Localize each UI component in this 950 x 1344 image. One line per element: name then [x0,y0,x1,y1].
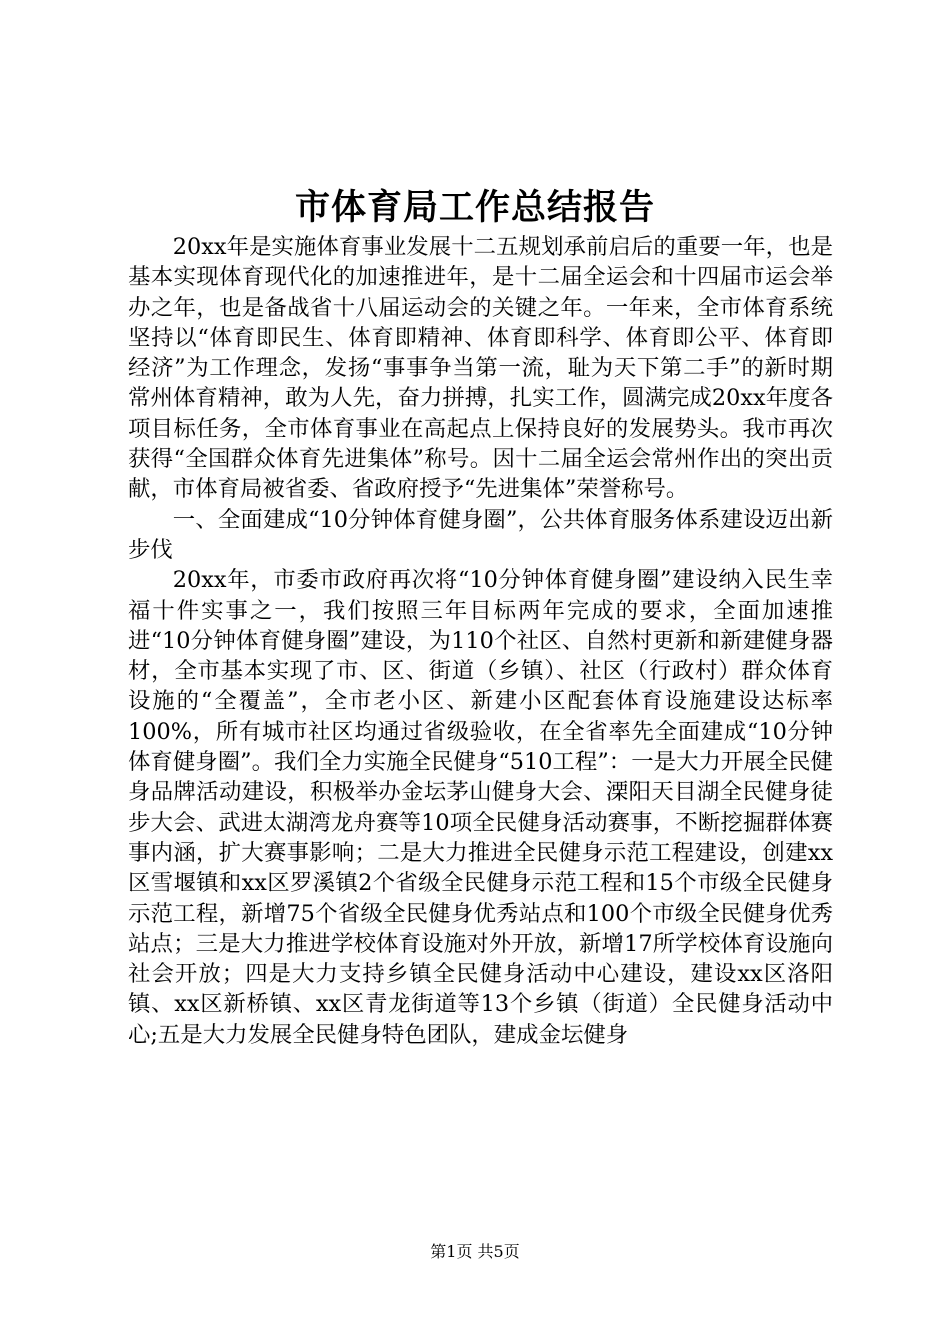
paragraph-intro: 20xx年是实施体育事业发展十二五规划承前启后的重要一年，也是基本实现体育现代化的加速推进年，是十二届全运会和十四届市运会举办之年，也是备战省十八届运动会的关键之年。一年来，全市体育系统坚持以“体育即民生、体育即精神、体育即科学、体育即公平、体育即经济”为工作理念，发扬“事事争当第一流，耻为天下第二手”的新时期常州体育精神，敢为人先，奋力拼搏，扎实工作，圆满完成20xx年度各项目标任务，全市体育事业在高起点上保持良好的发展势头。我市再次获得“全国群众体育先进集体”称号。因十二届全运会常州作出的突出贡献，市体育局被省委、省政府授予“先进集体”荣誉称号。 [128,234,833,503]
page-footer: 第1页 共5页 [430,1242,520,1261]
document-body [128,232,833,1050]
paragraph-section-1: 20xx年，市委市政府再次将“10分钟体育健身圈”建设纳入民生幸福十件实事之一，我们按照三年目标两年完成的要求，全面加速推进“10分钟体育健身圈”建设，为110个社区、自然村更新和新建健身器材，全市基本实现了市、区、街道（乡镇）、社区（行政村）群众体育设施的“全覆盖”，全市老小区、新建小区配套体育设施建设达标率100%，所有城市社区均通过省级验收，在全省率先全面建成“10分钟体育健身圈”。我们全力实施全民健身“510工程”：一是大力开展全民健身品牌活动建设，积极举办金坛茅山健身大会、溧阳天目湖全民健身徒步大会、武进太湖湾龙舟赛等10项全民健身活动赛事，不断挖掘群体赛事内涵，扩大赛事影响；二是大力推进全民健身示范工程建设，创建xx区雪堰镇和xx区罗溪镇2个省级全民健身示范工程和15个市级全民健身示范工程，新增75个省级全民健身优秀站点和100个市级全民健身优秀站点；三是大力推进学校体育设施对外开放，新增17所学校体育设施向社会开放；四是大力支持乡镇全民健身活动中心建设，建设xx区洛阳镇、xx区新桥镇、xx区青龙街道等13个乡镇（街道）全民健身活动中心;五是大力发展全民健身特色团队，建成金坛健身 [128,567,833,1048]
section-heading-1: 一、全面建成“10分钟体育健身圈”，公共体育服务体系建设迈出新步伐 [128,506,833,563]
document-title: 市体育局工作总结报告 [294,187,655,228]
